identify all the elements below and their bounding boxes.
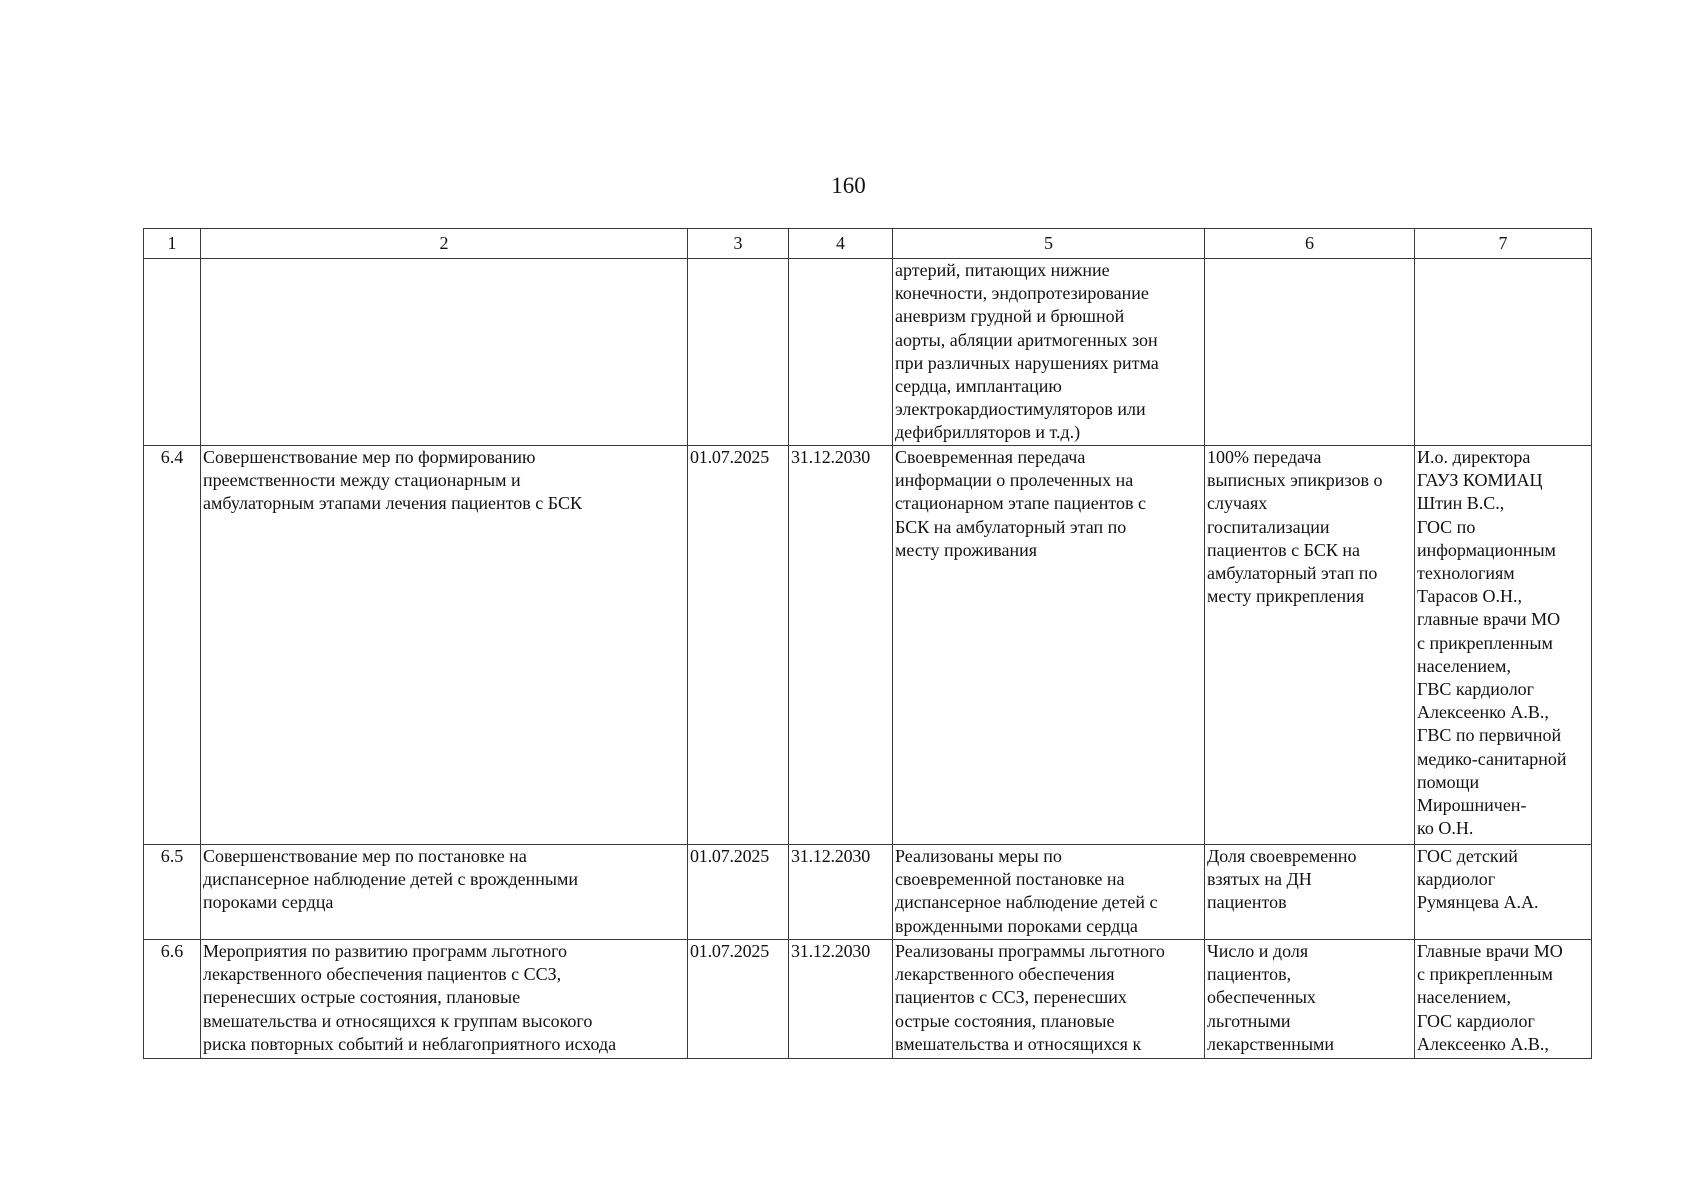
cell-text-line: выписных эпикризов о	[1207, 470, 1383, 491]
cell-text-line: амбулаторный этап по	[1207, 563, 1378, 584]
cell-text-line: артерий, питающих нижние	[895, 260, 1110, 280]
cell-text-line: острые состояния, плановые	[895, 1010, 1115, 1031]
cell-text-line: сердца, имплантацию	[895, 376, 1062, 397]
start-date-cell: 01.07.2025	[688, 940, 789, 1059]
cell-text-line: амбулаторным этапами лечения пациентов с БСК	[203, 493, 582, 514]
cell-text-line: медико-санитарной	[1417, 748, 1567, 769]
cell-text-line: главные врачи МО	[1417, 609, 1561, 630]
end-date-cell: 31.12.2030	[789, 845, 893, 940]
indicator-cell	[1205, 446, 1415, 845]
cell-text-line: месту проживания	[895, 539, 1037, 560]
measure-cell	[201, 446, 688, 845]
start-date-cell: 01.07.2025	[688, 446, 789, 845]
cell-text-line: Реализованы меры по	[895, 846, 1062, 866]
page-number: 160	[831, 173, 866, 198]
cell-text-line: аневризм грудной и брюшной	[895, 306, 1125, 327]
cell-text-line: пациентов с БСК на	[1207, 539, 1360, 560]
item-number-cell	[144, 259, 201, 446]
table-row	[144, 940, 1592, 1059]
cell-text-line: Алексеенко А.В.,	[1417, 1033, 1549, 1054]
cell-text-line: пороками сердца	[203, 892, 334, 913]
column-header: 5	[893, 229, 1205, 259]
cell-text-line: Алексеенко А.В.,	[1417, 702, 1549, 723]
cell-text-line: льготными	[1207, 1010, 1291, 1031]
cell-text-line: информации о пролеченных на	[895, 470, 1134, 491]
cell-text-line: госпитализации	[1207, 516, 1330, 537]
cell-text-line: ГОС детский	[1417, 846, 1518, 866]
cell-text-line: ГАУЗ КОМИАЦ	[1417, 470, 1543, 491]
result-cell	[893, 845, 1205, 940]
cell-text-line: с прикрепленным	[1417, 632, 1553, 653]
column-header: 3	[688, 229, 789, 259]
cell-text-line: аорты, абляции аритмогенных зон	[895, 329, 1158, 350]
item-number-cell: 6.4	[144, 446, 201, 845]
responsible-cell	[1415, 446, 1592, 845]
cell-text-line: ГОС по	[1417, 516, 1476, 537]
cell-text-line: Совершенствование мер по постановке на	[203, 846, 527, 866]
cell-text-line: населением,	[1417, 655, 1511, 676]
cell-text-line: Румянцева А.А.	[1417, 892, 1539, 913]
cell-text-line: своевременной постановке на	[895, 869, 1125, 890]
cell-text-line: Своевременная передача	[895, 447, 1086, 467]
cell-text-line: Главные врачи МО	[1417, 941, 1563, 961]
indicator-cell	[1205, 940, 1415, 1059]
cell-text-line: Мероприятия по развитию программ льготного	[203, 941, 567, 961]
cell-text-line: БСК на амбулаторный этап по	[895, 516, 1127, 537]
column-number-header	[144, 229, 1592, 259]
cell-text-line: месту прикрепления	[1207, 586, 1365, 607]
cell-text-line: диспансерное наблюдение детей с	[895, 892, 1158, 913]
cell-text-line: 100% передача	[1207, 447, 1322, 467]
cell-text-line: врожденными пороками сердца	[895, 915, 1138, 936]
cell-text-line: лекарственного обеспечения	[895, 964, 1115, 985]
column-header: 4	[789, 229, 893, 259]
cell-text-line: конечности, эндопротезирование	[895, 283, 1149, 304]
column-header: 7	[1415, 229, 1592, 259]
responsible-cell	[1415, 940, 1592, 1059]
cell-text-line: преемственности между стационарным и	[203, 470, 521, 491]
cell-text-line: кардиолог	[1417, 869, 1496, 890]
table-row	[144, 845, 1592, 940]
column-header: 6	[1205, 229, 1415, 259]
action-plan-table	[143, 228, 1592, 1059]
cell-text-line: ко О.Н.	[1417, 818, 1474, 839]
cell-text-line: диспансерное наблюдение детей с врожденными	[203, 869, 578, 890]
table-row-continuation	[144, 259, 1592, 446]
cell-text-line: пациентов	[1207, 892, 1287, 913]
cell-text-line: Мирошничен-	[1417, 795, 1527, 816]
cell-text-line: Тарасов О.Н.,	[1417, 586, 1523, 607]
result-cell	[893, 940, 1205, 1059]
start-date-cell	[688, 259, 789, 446]
cell-text-line: Доля своевременно	[1207, 846, 1357, 866]
cell-text-line: перенесших острые состояния, плановые	[203, 987, 521, 1008]
cell-text-line: при различных нарушениях ритма	[895, 352, 1159, 373]
cell-text-line: технологиям	[1417, 563, 1515, 584]
cell-text-line: ГОС кардиолог	[1417, 1010, 1535, 1031]
end-date-cell: 31.12.2030	[789, 446, 893, 845]
result-cell	[893, 446, 1205, 845]
cell-text-line: пациентов,	[1207, 964, 1292, 985]
responsible-cell	[1415, 845, 1592, 940]
column-header: 2	[201, 229, 688, 259]
start-date-cell: 01.07.2025	[688, 845, 789, 940]
cell-text-line: Штин В.С.,	[1417, 493, 1505, 514]
cell-text-line: электрокардиостимуляторов или	[895, 399, 1146, 420]
cell-text-line: ГВС по первичной	[1417, 725, 1562, 746]
end-date-cell: 31.12.2030	[789, 940, 893, 1059]
result-cell	[893, 259, 1205, 446]
indicator-cell	[1205, 845, 1415, 940]
cell-text-line: лекарственными	[1207, 1033, 1335, 1054]
cell-text-line: вмешательства и относящихся к группам высокого	[203, 1010, 593, 1031]
table-row	[144, 446, 1592, 845]
item-number-cell: 6.5	[144, 845, 201, 940]
cell-text-line: населением,	[1417, 987, 1511, 1008]
measure-cell	[201, 845, 688, 940]
cell-text-line: Совершенствование мер по формированию	[203, 447, 536, 467]
cell-text-line: Реализованы программы льготного	[895, 941, 1165, 961]
responsible-cell	[1415, 259, 1592, 446]
cell-text-line: помощи	[1417, 771, 1480, 792]
cell-text-line: лекарственного обеспечения пациентов с ССЗ,	[203, 964, 562, 985]
cell-text-line: дефибрилляторов и т.д.)	[895, 422, 1081, 443]
cell-text-line: обеспеченных	[1207, 987, 1316, 1008]
cell-text-line: с прикрепленным	[1417, 964, 1553, 985]
cell-text-line: И.о. директора	[1417, 447, 1531, 467]
indicator-cell	[1205, 259, 1415, 446]
measure-cell	[201, 259, 688, 446]
cell-text-line: случаях	[1207, 493, 1268, 514]
cell-text-line: пациентов с ССЗ, перенесших	[895, 987, 1127, 1008]
end-date-cell	[789, 259, 893, 446]
cell-text-line: информационным	[1417, 539, 1556, 560]
measure-cell	[201, 940, 688, 1059]
cell-text-line: взятых на ДН	[1207, 869, 1312, 890]
cell-text-line: стационарном этапе пациентов с	[895, 493, 1146, 514]
cell-text-line: Число и доля	[1207, 941, 1309, 961]
cell-text-line: ГВС кардиолог	[1417, 679, 1535, 700]
cell-text-line: вмешательства и относящихся к	[895, 1033, 1142, 1054]
cell-text-line: риска повторных событий и неблагоприятного исхода	[203, 1033, 617, 1054]
column-header: 1	[144, 229, 201, 259]
item-number-cell: 6.6	[144, 940, 201, 1059]
